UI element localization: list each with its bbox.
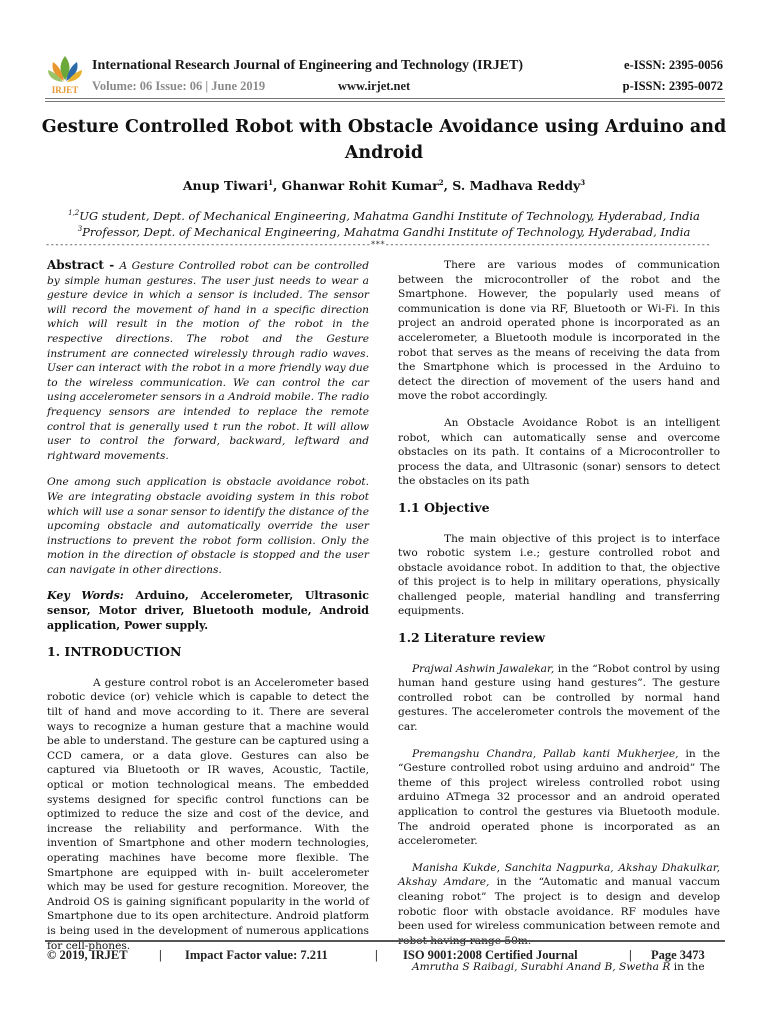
keywords: Key Words: Arduino, Accelerometer, Ultrasonic sensor, Motor driver, Bluetooth module, Android application, Power supply.	[47, 589, 370, 632]
journal-name: International Research Journal of Engineering and Technology (IRJET)	[92, 58, 524, 73]
journal-website[interactable]: www.irjet.net	[338, 79, 411, 93]
journal-header	[45, 52, 725, 96]
page-number: Page 3473	[651, 948, 705, 962]
footer-impact-factor: Impact Factor value: 7.211	[185, 948, 328, 962]
left-column	[47, 258, 369, 965]
p-issn: p-ISSN: 2395-0072	[622, 79, 723, 93]
abstract-paragraph: One among such application is obstacle avoidance robot. We are integrating obstacle avoiding system in this robot which will use a sonar sensor to identify the distance of the upcoming obstacle and automatically override the user instructions to prevent the robot form collision. Only the motion in the direction of obstacle is stopped and the user can navigate in other directions.	[47, 476, 369, 576]
introduction-paragraph: A gesture control robot is an Accelerometer based robotic device (or) vehicle which is capable to detect the tilt of hand and move according to it. There are several ways to recognize a human gesture that a machine would be able to understand. The gesture can be captured using a CCD camera, or a data glove. Gestures can also be captured via Bluetooth or IR waves, Acoustic, Tactile, optical or motion technological means. The embedded systems designed for specific control functions can be optimized to reduce the size and cost of the device, and increase the reliability and performance. With the invention of Smartphone and other modern technologies, operating machines have become more flexible. The Smartphone are equipped with in- built accelerometer which may be used for gesture recognition. Moreover, the Android OS is gaining significant popularity in the world of Smartphone due to its open architecture. Android platform is being used in the development of numerous applications for cell-phones.	[47, 676, 369, 952]
literature-paragraph: Premangshu Chandra, Pallab kanti Mukherjee, in the “Gesture controlled robot using arduino and android” The theme of this project wireless controlled robot using arduino ATmega 32 processor and an android operated application to control the gestures via Bluetooth module. The android operated phone is incorporated as an accelerometer.	[398, 747, 720, 848]
literature-paragraph: Prajwal Ashwin Jawalekar, in the “Robot control by using human hand gesture using hand gestures”. The gesture controlled robot can be controlled by normal hand gestures. The accelerometer controls the movement of the car.	[398, 662, 720, 734]
body-paragraph: An Obstacle Avoidance Robot is an intelligent robot, which can automatically sense and overcome obstacles on its path. It contains of a Microcontroller to process the data, and Ultrasonic (sonar) sensors to detect the obstacles on its path	[398, 416, 720, 488]
right-column	[398, 258, 720, 987]
objective-paragraph: The main objective of this project is to interface two robotic system i.e.; gesture controlled robot and obstacle avoidance robot. In addition to that, the objective of this project is to help in military operations, physically challenged people, material handling and transferring equipments.	[398, 532, 720, 618]
author-name: S. Madhava Reddy	[452, 178, 581, 193]
literature-paragraph: Manisha Kukde, Sanchita Nagpurka, Akshay Dhakulkar, Akshay Amdare, in the “Automatic and manual vaccum cleaning robot” The project is to design and develop robotic floor with obstacle avoidance. RF modules have been used for wireless communication between remote and robot having range 50m.	[398, 861, 721, 947]
logo-text: IRJET	[51, 85, 79, 95]
header-rule-secondary	[45, 101, 725, 102]
body-paragraph: There are various modes of communication between the microcontroller of the robot and the Smartphone. However, the popularly used means of communication is done via RF, Bluetooth or Wi-Fi. In this project an android operated phone is incorporated as an accelerometer, a Bluetooth module is incorporated in the robot that serves as the means of receiving the data from the Smartphone which is processed in the Arduino to detect the direction of movement of the users hand and move the robot accordingly.	[398, 259, 720, 403]
affiliation: $^3$Professor, Dept. of Mechanical Engineering, Mahatma Gandhi Institute of Technology, Hyderabad, India	[77, 225, 691, 239]
footer-iso: ISO 9001:2008 Certified Journal	[403, 948, 578, 962]
paper-title: Gesture Controlled Robot with Obstacle Avoidance using Arduino and Android	[41, 117, 727, 163]
literature-paragraph: Amrutha S Raibagi, Surabhi Anand B, Swetha R in the	[412, 961, 705, 974]
irjet-logo	[45, 52, 85, 96]
footer-rule	[45, 940, 725, 942]
journal-volume: Volume: 06 Issue: 06 | June 2019	[92, 79, 266, 93]
author-name: Anup Tiwari	[182, 178, 269, 193]
affiliation: $^{1,2}$UG student, Dept. of Mechanical Engineering, Mahatma Gandhi Institute of Technology, Hyderabad, India	[68, 209, 700, 223]
footer-separator: |	[629, 948, 632, 962]
abstract-label: Abstract -	[47, 258, 120, 272]
section-heading-literature: 1.2 Literature review	[398, 630, 546, 646]
e-issn: e-ISSN: 2395-0056	[624, 58, 723, 72]
footer-separator: |	[159, 948, 162, 962]
footer-copyright: © 2019, IRJET	[47, 948, 128, 962]
section-separator: ---------------------------------------------------------------------***---------------------------------------------------------------------	[45, 240, 711, 250]
section-heading-objective: 1.1 Objective	[398, 499, 490, 515]
abstract: Abstract - A Gesture Controlled robot can be controlled by simple human gestures. The user just needs to wear a gesture device in which a sensor is included. The sensor will record the movement of hand in a specific direction which will result in the motion of the robot in the respective directions. The robot and the Gesture instrument are connected wirelessly through radio waves. User can interact with the robot in a more friendly way due to the wireless communication. We can control the car using accelerometer sensors in a Android mobile. The radio frequency sensors are intended to replace the remote control that is generally used t run the robot. It will allow user to control the forward, backward, leftward and rightward movements.	[47, 258, 369, 462]
author-list: Anup Tiwari$^1$, Ghanwar Rohit Kumar$^2$, S. Madhava Reddy$^3$	[182, 177, 586, 193]
section-heading-introduction: 1. INTRODUCTION	[47, 644, 182, 660]
author-name: Ghanwar Rohit Kumar	[281, 178, 439, 193]
header-rule	[45, 98, 725, 99]
footer-separator: |	[375, 948, 378, 962]
